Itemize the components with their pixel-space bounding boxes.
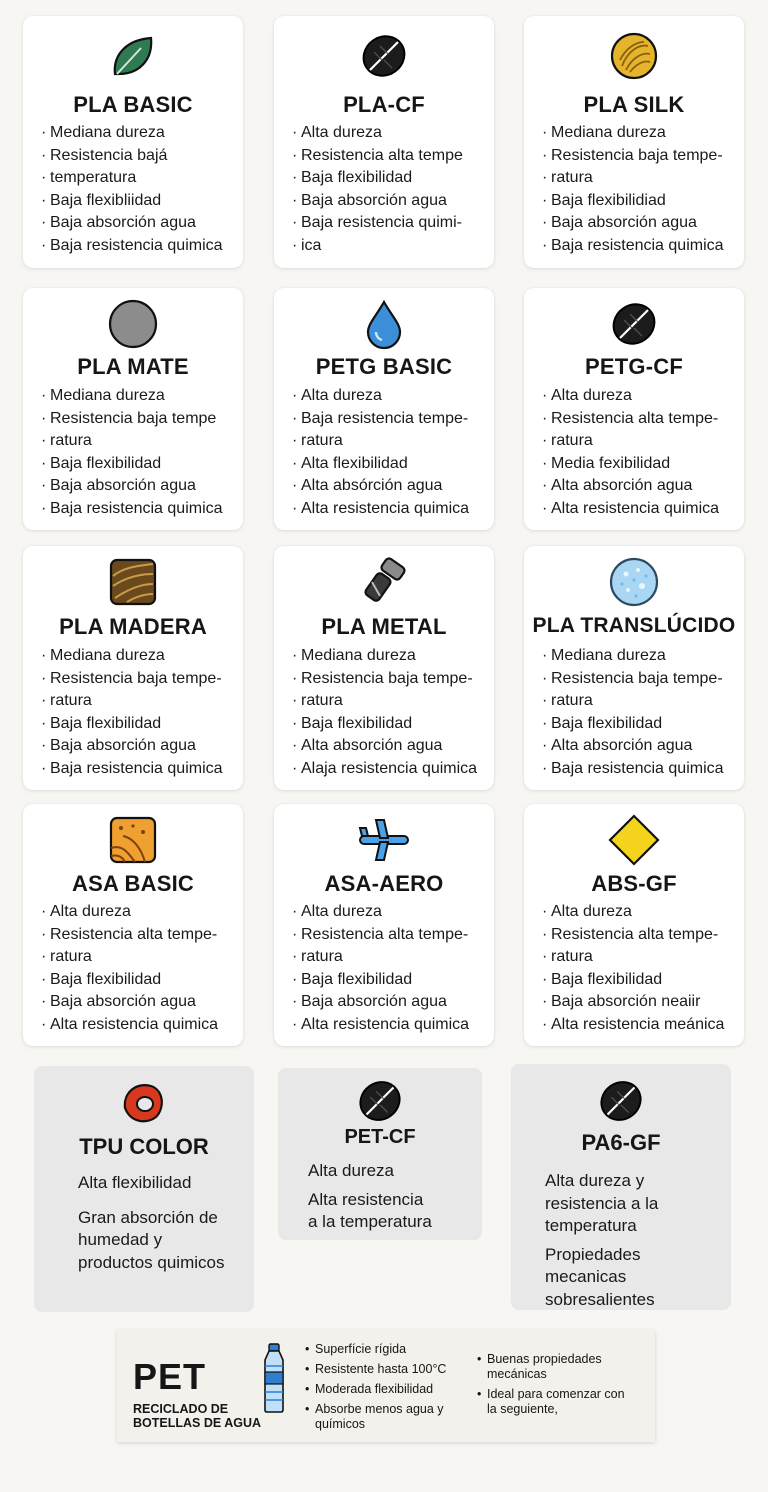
- property-item: · ratura: [542, 430, 738, 453]
- property-item: · Baja flexibilidad: [41, 713, 237, 736]
- property-item: · temperatura: [41, 167, 237, 190]
- card-title: PLA METAL: [321, 614, 447, 639]
- material-card-asa-aero: [274, 804, 494, 1046]
- diamond-warning-icon: [608, 814, 660, 866]
- property-item: · Mediana dureza: [41, 645, 237, 668]
- material-card-pa6-gf: [511, 1064, 731, 1310]
- carbon-fiber-icon: [596, 1076, 646, 1126]
- material-card-pet-cf: [278, 1068, 482, 1240]
- property-item: · Baja flexibilidad: [292, 167, 488, 190]
- carbon-fiber-icon: [358, 30, 410, 82]
- property-item: · Resistencia alta tempe-: [41, 924, 237, 947]
- property-item: · Baja absorción agua: [41, 991, 237, 1014]
- property-list: [292, 901, 488, 1036]
- property-list: [41, 122, 237, 257]
- matte-circle-icon: [107, 298, 159, 350]
- stone-texture-icon: [107, 814, 159, 866]
- property-item: · Mediana dureza: [542, 122, 738, 145]
- property-item: productos quimicos: [78, 1252, 225, 1272]
- property-list: [41, 645, 237, 780]
- property-item: · Baja flexibilidad: [292, 969, 488, 992]
- property-item: · ratura: [41, 690, 237, 713]
- property-list: [542, 122, 738, 257]
- property-item: · ratura: [292, 946, 488, 969]
- card-title: ABS-GF: [591, 871, 677, 896]
- property-item: · Alta resistencia quimica: [542, 498, 738, 521]
- property-item: temperatura: [545, 1216, 637, 1235]
- property-item: · Baja flexibilidad: [292, 713, 488, 736]
- property-item: · Alta dureza: [292, 901, 488, 924]
- leaf-icon: [107, 30, 159, 82]
- property-item: · Resistencia alta tempe: [292, 145, 488, 168]
- property-item: • Buenas propiedades mecánicas: [477, 1352, 627, 1382]
- property-item: · Resistencia baja tempe-: [542, 145, 738, 168]
- pet-properties-col1: [305, 1342, 475, 1437]
- airplane-icon: [358, 814, 410, 866]
- property-item: · ratura: [542, 946, 738, 969]
- property-item: · Alta resistencia meánica: [542, 1014, 738, 1037]
- property-item: · Baja resistencia quimi-: [292, 212, 488, 235]
- card-title: PLA SILK: [583, 92, 685, 117]
- property-item: · ratura: [292, 430, 488, 453]
- property-list: [542, 385, 738, 520]
- property-item: · ratura: [542, 167, 738, 190]
- property-item: · Baja absorción agua: [292, 991, 488, 1014]
- card-title: TPU COLOR: [79, 1134, 209, 1159]
- carbon-fiber-icon: [608, 298, 660, 350]
- property-item: · Baja resistencia tempe-: [292, 408, 488, 431]
- property-list: [292, 645, 488, 780]
- property-item: · Mediana dureza: [41, 385, 237, 408]
- property-item: · Media fexibilidad: [542, 453, 738, 476]
- property-list: [542, 901, 738, 1036]
- property-item: · Resistencia baja tempe-: [292, 668, 488, 691]
- property-item: · ratura: [292, 690, 488, 713]
- property-item: · Resistencia alta tempe-: [292, 924, 488, 947]
- pet-title: PET: [133, 1356, 207, 1397]
- material-card-pla-silk: [524, 16, 744, 268]
- property-item: · Baja resistencia quimica: [41, 235, 237, 258]
- metal-bolt-icon: [358, 556, 410, 608]
- property-item: · Baja resistencia quimica: [41, 498, 237, 521]
- material-card-pla-metal: [274, 546, 494, 790]
- material-card-petg-basic: [274, 288, 494, 530]
- property-item: · Baja absorción neaiir: [542, 991, 738, 1014]
- property-item: · Baja flexibilidad: [542, 969, 738, 992]
- property-item: · ratura: [41, 430, 237, 453]
- property-item: · Baja flexibliidad: [41, 190, 237, 213]
- property-item: · Baja resistencia quimica: [542, 235, 738, 258]
- property-item: · Alta absorción agua: [292, 735, 488, 758]
- pet-subtitle: RECICLADO DE BOTELLAS DE AGUA: [133, 1402, 262, 1430]
- property-item: a la temperatura: [308, 1212, 432, 1231]
- property-item: • Moderada flexibilidad: [305, 1382, 475, 1397]
- property-list: [292, 122, 488, 257]
- material-card-pla-madera: [23, 546, 243, 790]
- property-item: • Absorbe menos agua y químicos: [305, 1402, 455, 1432]
- card-title: PLA MADERA: [59, 614, 207, 639]
- property-item: · Resistencia baja tempe-: [542, 668, 738, 691]
- material-card-pla-basic: [23, 16, 243, 268]
- card-title: PET-CF: [344, 1126, 416, 1148]
- property-list: [41, 385, 237, 520]
- silk-yarn-icon: [608, 30, 660, 82]
- property-item: · ratura: [41, 946, 237, 969]
- property-item: · Alta dureza: [292, 385, 488, 408]
- property-item: · Alta absorción agua: [542, 475, 738, 498]
- property-item: · Alta dureza: [542, 901, 738, 924]
- property-item: · Baja flexibilidad: [542, 713, 738, 736]
- property-list: [41, 901, 237, 1036]
- property-item: · Alta dureza: [292, 122, 488, 145]
- property-item: · Alta dureza: [542, 385, 738, 408]
- property-item: · Baja absorción agua: [542, 212, 738, 235]
- property-item: · Alta resistencia quimica: [292, 1014, 488, 1037]
- water-bottle-icon: [259, 1342, 289, 1414]
- property-item: · Resistencia baja tempe-: [41, 668, 237, 691]
- property-item: mecanicas: [545, 1267, 627, 1286]
- property-list: [308, 1160, 432, 1234]
- property-item: · Baja flexibilidad: [41, 453, 237, 476]
- material-card-abs-gf: [524, 804, 744, 1046]
- water-drop-icon: [358, 298, 410, 350]
- property-item: Alta flexibilidad: [78, 1173, 192, 1192]
- property-item: · Baja flexibilidad: [41, 969, 237, 992]
- property-item: • Resistente hasta 100°C: [305, 1362, 475, 1377]
- property-item: · Resistencia baja tempe: [41, 408, 237, 431]
- property-item: · Alta absórción agua: [292, 475, 488, 498]
- property-item: · Baja resistencia quimica: [41, 758, 237, 781]
- material-card-pla-mate: [23, 288, 243, 530]
- card-title: PLA MATE: [77, 354, 189, 379]
- property-item: humedad y: [78, 1230, 163, 1249]
- property-item: · Alaja resistencia quimica: [292, 758, 488, 781]
- property-item: · Alta resistencia quimica: [292, 498, 488, 521]
- tpu-ring-icon: [119, 1078, 169, 1128]
- property-item: · ica: [292, 235, 488, 258]
- property-item: sobresalientes: [545, 1289, 655, 1309]
- property-item: · Mediana dureza: [542, 645, 738, 668]
- property-item: · Baja absorción agua: [41, 475, 237, 498]
- card-title: PLA-CF: [343, 92, 425, 117]
- pet-properties-col2: [477, 1352, 627, 1422]
- material-card-petg-cf: [524, 288, 744, 530]
- property-item: · ratura: [542, 690, 738, 713]
- property-item: · Baja absorción agua: [292, 190, 488, 213]
- property-item: · Mediana dureza: [41, 122, 237, 145]
- property-list: [545, 1170, 658, 1311]
- property-list: [542, 645, 738, 780]
- property-item: · Baja resistencia quimica: [542, 758, 738, 781]
- card-title: PLA TRANSLÚCIDO: [532, 614, 736, 637]
- property-item: Propiedades: [545, 1244, 641, 1264]
- pet-recycled-banner: [117, 1330, 655, 1442]
- property-item: · Resistencia bajá: [41, 145, 237, 168]
- property-item: · Baja absorción agua: [41, 212, 237, 235]
- material-card-pla-translucido: [524, 546, 744, 790]
- translucent-sphere-icon: [608, 556, 660, 608]
- card-title: PLA BASIC: [73, 92, 193, 117]
- property-item: Alta dureza: [308, 1161, 394, 1180]
- property-item: · Resistencia alta tempe-: [542, 924, 738, 947]
- material-card-asa-basic: [23, 804, 243, 1046]
- material-card-pla-cf: [274, 16, 494, 268]
- property-item: · Alta dureza: [41, 901, 237, 924]
- carbon-fiber-icon: [355, 1076, 405, 1126]
- property-item: · Mediana dureza: [292, 645, 488, 668]
- property-item: · Baja flexibilidiad: [542, 190, 738, 213]
- property-item: Alta dureza y: [545, 1171, 645, 1190]
- property-item: • Superfície rígida: [305, 1342, 475, 1357]
- property-item: · Alta resistencia quimica: [41, 1014, 237, 1037]
- property-list: [292, 385, 488, 520]
- property-item: · Alta flexibilidad: [292, 453, 488, 476]
- property-item: · Resistencia alta tempe-: [542, 408, 738, 431]
- card-title: ASA BASIC: [72, 871, 194, 896]
- property-item: · Baja absorción agua: [41, 735, 237, 758]
- card-title: PETG BASIC: [315, 354, 453, 379]
- property-item: · Alta absorción agua: [542, 735, 738, 758]
- card-title: ASA-AERO: [324, 871, 444, 896]
- card-title: PA6-GF: [581, 1130, 661, 1155]
- card-title: PETG-CF: [585, 354, 683, 379]
- material-card-tpu-color: [34, 1066, 254, 1312]
- property-item: resistencia a la: [545, 1193, 659, 1213]
- property-item: Alta resistencia: [308, 1189, 424, 1209]
- property-item: • Ideal para comenzar con la seguiente,: [477, 1387, 627, 1417]
- property-item: Gran absorción de: [78, 1207, 218, 1227]
- property-list: [78, 1172, 224, 1274]
- wood-icon: [107, 556, 159, 608]
